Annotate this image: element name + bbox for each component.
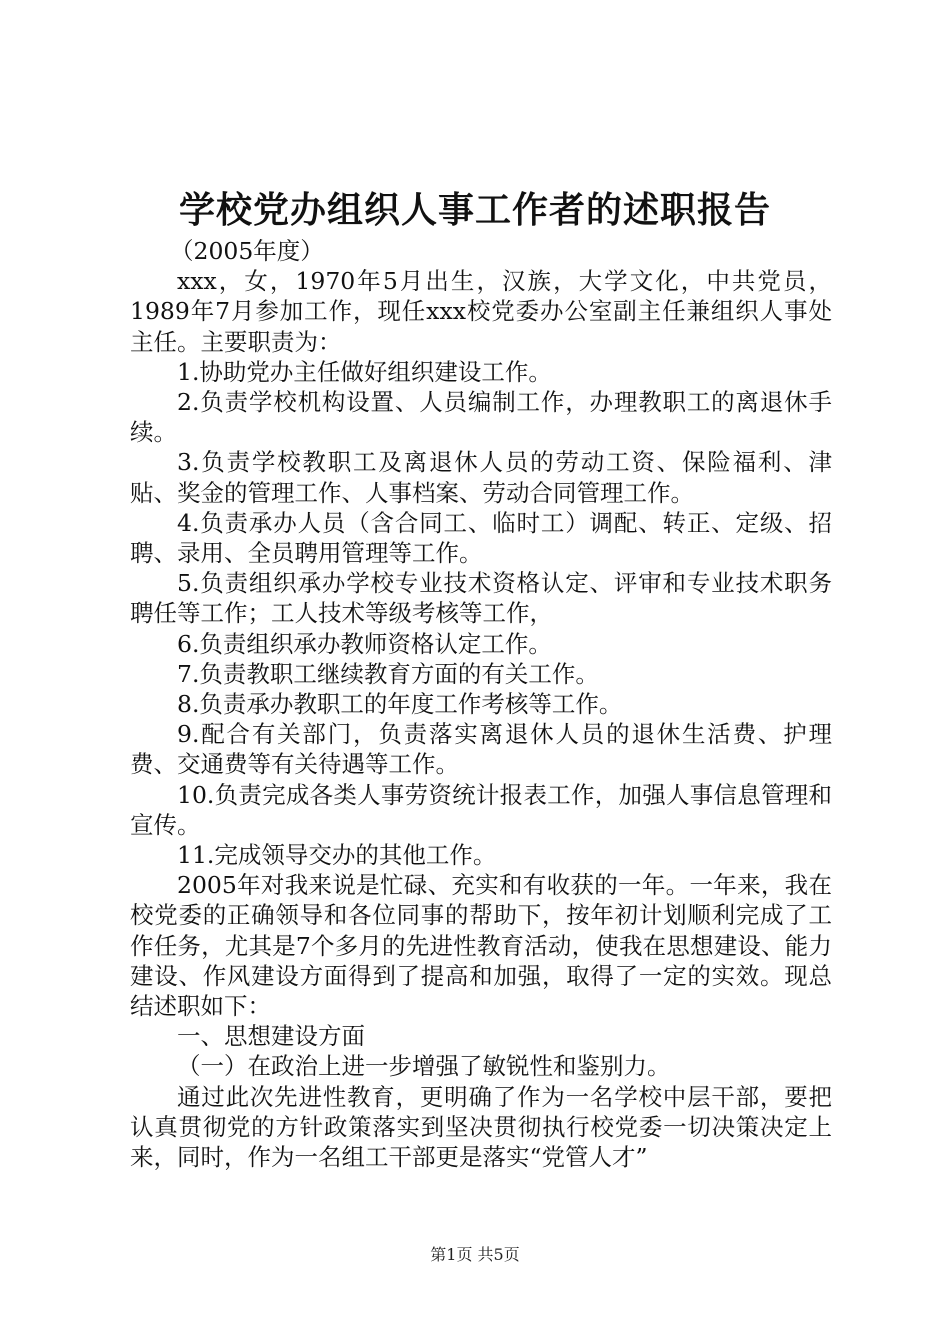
duty-item-5: 5.负责组织承办学校专业技术资格认定、评审和专业技术职务聘任等工作；工人技术等级考核等工作， <box>130 569 832 628</box>
paragraph-body: 通过此次先进性教育，更明确了作为一名学校中层干部，要把认真贯彻党的方针政策落实到坚决贯彻执行校党委一切决策决定上来，同时，作为一名组工干部更是落实“党管人才” <box>130 1082 832 1172</box>
paragraph-intro: xxx，女，1970年5月出生，汉族，大学文化，中共党员，1989年7月参加工作，现任xxx校党委办公室副主任兼组织人事处主任。主要职责为： <box>130 267 832 356</box>
duty-item-6: 6.负责组织承办教师资格认定工作。 <box>177 629 552 658</box>
page-number: 第1页 共5页 <box>430 1245 520 1264</box>
duty-item-1: 1.协助党办主任做好组织建设工作。 <box>177 357 552 386</box>
duty-item-2: 2.负责学校机构设置、人员编制工作，办理教职工的离退休手续。 <box>130 388 832 447</box>
paragraph-summary: 2005年对我来说是忙碌、充实和有收获的一年。一年来，我在校党委的正确领导和各位同事的帮助下，按年初计划顺利完成了工作任务，尤其是7个多月的先进性教育活动，使我在思想建设、能力建设、作风建设方面得到了提高和加强，取得了一定的实效。现总结述职如下： <box>130 871 832 1021</box>
subsection-heading: （一）在政治上进一步增强了敏锐性和鉴别力。 <box>177 1052 671 1081</box>
duty-item-11: 11.完成领导交办的其他工作。 <box>177 841 497 870</box>
duty-item-3: 3.负责学校教职工及离退休人员的劳动工资、保险福利、津贴、奖金的管理工作、人事档案、劳动合同管理工作。 <box>130 448 832 507</box>
report-year: （2005年度） <box>170 237 324 265</box>
duty-item-9: 9.配合有关部门，负责落实离退休人员的退休生活费、护理费、交通费等有关待遇等工作。 <box>130 720 832 779</box>
duty-item-7: 7.负责教职工继续教育方面的有关工作。 <box>177 659 599 688</box>
duty-item-4: 4.负责承办人员（含合同工、临时工）调配、转正、定级、招聘、录用、全员聘用管理等工作。 <box>130 508 832 568</box>
section-heading: 一、思想建设方面 <box>177 1022 365 1051</box>
document-body <box>130 236 832 1172</box>
duty-item-10: 10.负责完成各类人事劳资统计报表工作，加强人事信息管理和宣传。 <box>130 780 832 839</box>
duty-item-8: 8.负责承办教职工的年度工作考核等工作。 <box>177 690 623 719</box>
document-title: 学校党办组织人事工作者的述职报告 <box>178 189 771 231</box>
